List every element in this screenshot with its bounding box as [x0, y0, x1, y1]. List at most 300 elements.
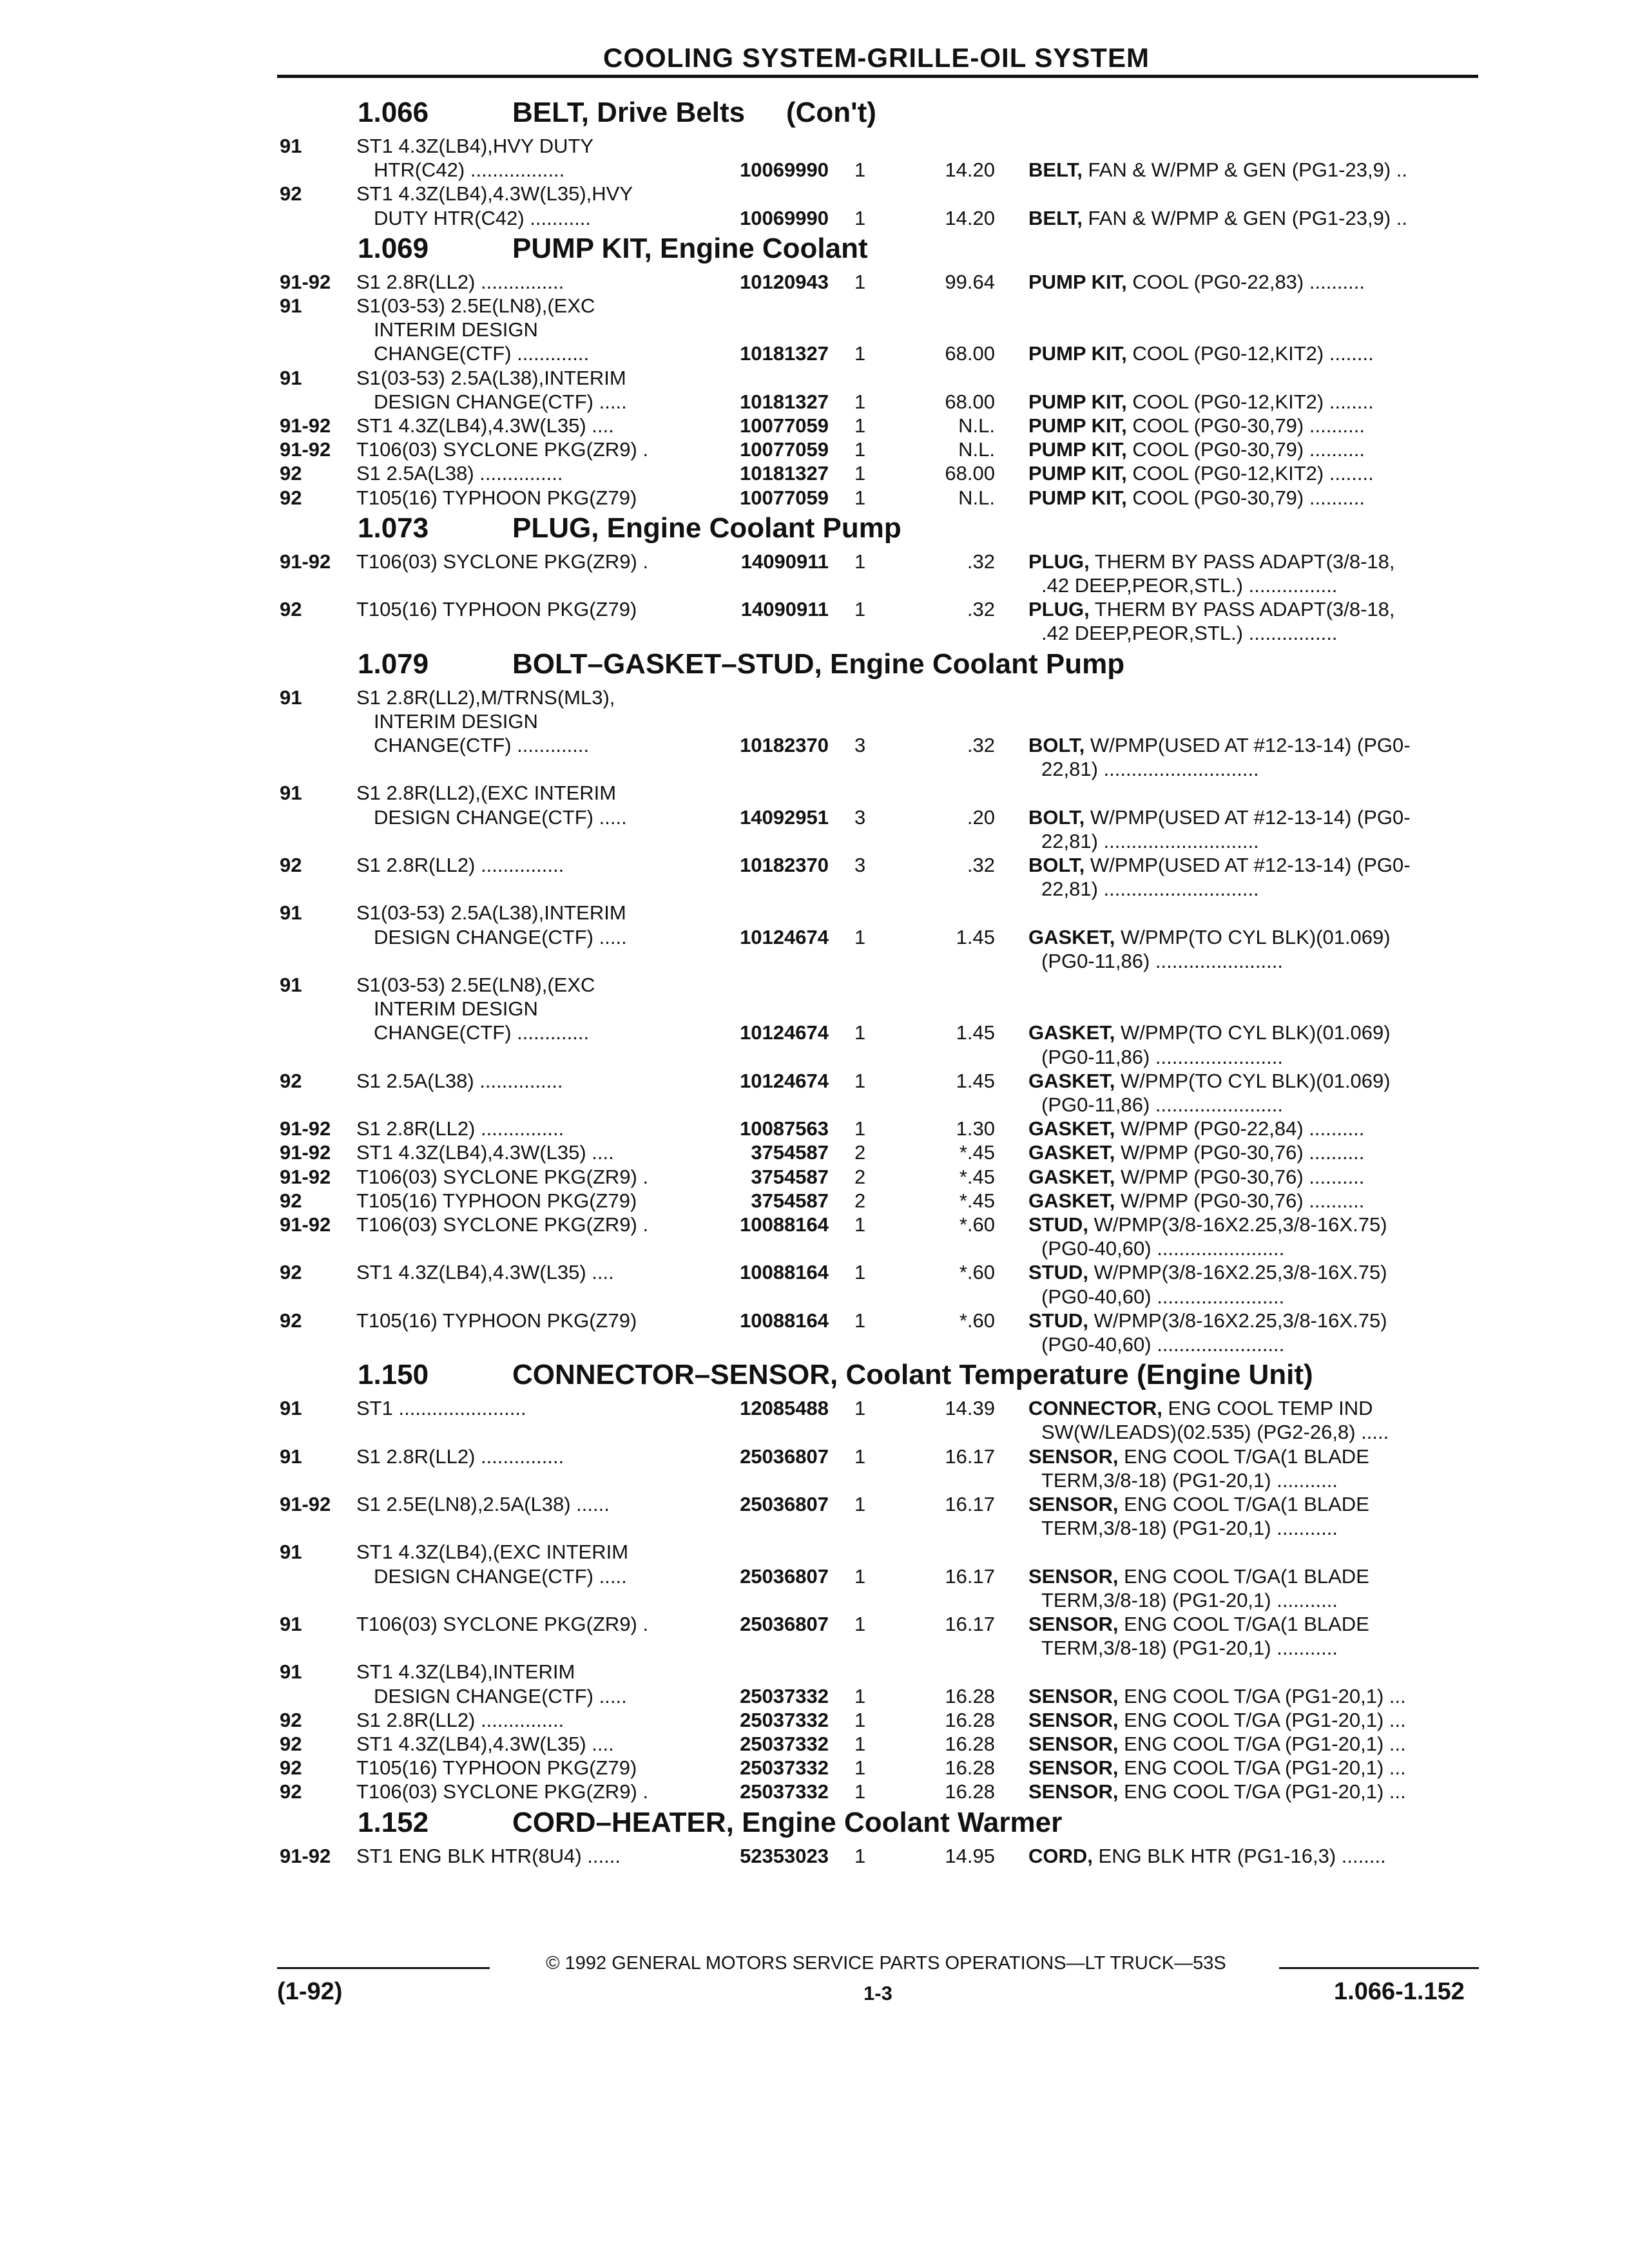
part-description [1028, 1140, 1492, 1164]
price: N.L. [958, 486, 995, 509]
part-description [1028, 437, 1492, 461]
vehicle-application: ST1 4.3Z(LB4),INTERIM [356, 1660, 575, 1684]
table-row [0, 1612, 1629, 1660]
price: N.L. [958, 414, 995, 437]
footer-section-range: 1.066-1.152 [1334, 1978, 1465, 2005]
vehicle-application: ST1 4.3Z(LB4),4.3W(L35) .... [356, 1733, 614, 1755]
vehicle-application: DUTY HTR(C42) ........... [374, 206, 592, 229]
part-name: GASKET, [1028, 1021, 1115, 1044]
part-number: 52353023 [740, 1844, 829, 1867]
vehicle-application: T105(16) TYPHOON PKG(Z79) [356, 1309, 637, 1332]
part-description [1028, 1756, 1492, 1780]
part-description [1028, 486, 1492, 510]
table-row [0, 597, 1629, 645]
vehicle-application: S1 2.5E(LN8),2.5A(L38) ...... [356, 1493, 610, 1515]
part-name: SENSOR, [1028, 1708, 1119, 1731]
part-name: SENSOR, [1028, 1780, 1119, 1803]
part-number: 10181327 [740, 390, 829, 413]
part-description: (PG0-40,60) ....................... [1041, 1237, 1285, 1260]
quantity: 1 [854, 390, 866, 413]
vehicle-application: S1 2.8R(LL2) ............... [356, 1117, 564, 1140]
part-description [1028, 1732, 1492, 1756]
part-description: SW(W/LEADS)(02.535) (PG2-26,8) ..... [1041, 1421, 1389, 1444]
section-number: 1.152 [358, 1806, 429, 1838]
quantity: 1 [854, 414, 866, 437]
part-name: PUMP KIT, [1028, 342, 1127, 365]
vehicle-application: S1 2.5A(L38) ............... [356, 462, 563, 485]
footer-copyright: © 1992 GENERAL MOTORS SERVICE PARTS OPERATIONS—LT TRUCK—53S [546, 1953, 1226, 1974]
price: 16.28 [945, 1684, 995, 1707]
quantity: 1 [854, 486, 866, 509]
vehicle-application: S1(03-53) 2.5E(LN8),(EXC [356, 974, 595, 996]
part-name: STUD, [1028, 1261, 1088, 1284]
part-description [1028, 1844, 1492, 1868]
part-number: 10124674 [740, 1069, 829, 1092]
vehicle-application: INTERIM DESIGN [374, 318, 538, 341]
part-detail: THERM BY PASS ADAPT(3/8-18, [1094, 598, 1395, 621]
quantity: 1 [854, 1708, 866, 1731]
part-description [1028, 1021, 1492, 1044]
part-detail: ENG COOL T/GA (PG1-20,1) ... [1124, 1780, 1406, 1803]
vehicle-application: S1 2.8R(LL2) ............... [356, 1708, 564, 1731]
section-number: 1.073 [358, 512, 429, 544]
model-year: 92 [280, 1733, 302, 1755]
price: *.60 [959, 1309, 995, 1332]
part-number: 3754587 [751, 1165, 829, 1188]
part-description [1028, 1213, 1492, 1236]
section-heading: BELT, Drive Belts [512, 97, 746, 128]
table-row [0, 1732, 1629, 1756]
part-description [1028, 805, 1492, 829]
part-description [1028, 1564, 1492, 1588]
part-number: 25036807 [740, 1493, 829, 1515]
table-row [0, 781, 1629, 853]
vehicle-application: T106(03) SYCLONE PKG(ZR9) . [356, 1780, 649, 1803]
table-row [0, 1069, 1629, 1117]
quantity: 1 [854, 1684, 866, 1707]
section-number: 1.066 [358, 97, 429, 128]
vehicle-application: T105(16) TYPHOON PKG(Z79) [356, 1189, 637, 1212]
part-description [1028, 597, 1492, 621]
vehicle-application: DESIGN CHANGE(CTF) ..... [374, 390, 627, 413]
table-row [0, 1117, 1629, 1140]
part-number: 10077059 [740, 486, 829, 509]
table-row [0, 1540, 1629, 1612]
table-row [0, 1260, 1629, 1308]
part-detail: W/PMP(3/8-16X2.25,3/8-16X.75) [1094, 1261, 1387, 1284]
vehicle-application: ST1 4.3Z(LB4),HVY DUTY [356, 135, 594, 157]
section-heading: BOLT–GASKET–STUD, Engine Coolant Pump [512, 648, 1125, 680]
table-row [0, 1445, 1629, 1492]
part-description [1028, 550, 1492, 573]
vehicle-application: ST1 4.3Z(LB4),4.3W(L35),HVY [356, 182, 633, 206]
part-detail: COOL (PG0-22,83) .......... [1132, 270, 1365, 293]
vehicle-application: S1 2.8R(LL2),M/TRNS(ML3), [356, 686, 615, 709]
model-year: 92 [280, 1780, 302, 1803]
part-detail: W/PMP(3/8-16X2.25,3/8-16X.75) [1094, 1309, 1387, 1332]
footer-rule-right [1279, 1967, 1479, 1969]
model-year: 92 [280, 462, 302, 485]
price: .32 [967, 854, 995, 876]
part-name: BOLT, [1028, 854, 1085, 876]
table-row [0, 414, 1629, 437]
part-name: BOLT, [1028, 733, 1085, 756]
vehicle-application: T106(03) SYCLONE PKG(ZR9) . [356, 550, 649, 573]
price: *.60 [959, 1213, 995, 1236]
quantity: 1 [854, 1445, 866, 1468]
table-row [0, 1165, 1629, 1189]
part-name: PLUG, [1028, 598, 1090, 621]
model-year: 91 [280, 782, 302, 805]
price: 1.45 [956, 1069, 995, 1092]
vehicle-application: DESIGN CHANGE(CTF) ..... [374, 805, 627, 829]
quantity: 1 [854, 1756, 866, 1780]
quantity: 1 [854, 1493, 866, 1515]
part-number: 10182370 [740, 733, 829, 756]
part-description [1028, 1260, 1492, 1284]
table-row [0, 1780, 1629, 1803]
price: *.60 [959, 1261, 995, 1284]
part-number: 25037332 [740, 1780, 829, 1803]
part-name: SENSOR, [1028, 1684, 1119, 1707]
model-year: 91-92 [280, 550, 331, 573]
table-row [0, 1396, 1629, 1444]
part-number: 10124674 [740, 925, 829, 948]
part-description: TERM,3/8-18) (PG1-20,1) ........... [1041, 1588, 1338, 1611]
model-year: 91 [280, 1613, 302, 1635]
part-number: 14092951 [740, 805, 829, 829]
part-name: PLUG, [1028, 550, 1090, 573]
part-detail: W/PMP(3/8-16X2.25,3/8-16X.75) [1094, 1213, 1387, 1236]
quantity: 1 [854, 925, 866, 948]
price: 16.17 [945, 1493, 995, 1515]
vehicle-application: T106(03) SYCLONE PKG(ZR9) . [356, 1613, 649, 1635]
vehicle-application: S1 2.5A(L38) ............... [356, 1069, 563, 1092]
page-title: COOLING SYSTEM-GRILLE-OIL SYSTEM [603, 43, 1150, 73]
table-row [0, 1309, 1629, 1356]
quantity: 1 [854, 598, 866, 621]
model-year: 92 [280, 1189, 302, 1212]
part-description: (PG0-40,60) ....................... [1041, 1332, 1285, 1356]
quantity: 1 [854, 438, 866, 461]
part-number: 10088164 [740, 1309, 829, 1332]
part-name: GASKET, [1028, 1141, 1115, 1164]
part-description: 22,81) ............................ [1041, 758, 1259, 781]
vehicle-application: S1(03-53) 2.5E(LN8),(EXC [356, 294, 595, 317]
table-row [0, 1756, 1629, 1780]
table-row [0, 973, 1629, 1069]
model-year: 91-92 [280, 1493, 331, 1515]
model-year: 91 [280, 1660, 302, 1684]
table-row [0, 1708, 1629, 1732]
part-description: (PG0-11,86) ....................... [1041, 1045, 1283, 1068]
part-detail: FAN & W/PMP & GEN (PG1-23,9) .. [1088, 206, 1407, 229]
part-name: SENSOR, [1028, 1445, 1119, 1468]
quantity: 1 [854, 206, 866, 229]
part-number: 10088164 [740, 1261, 829, 1284]
vehicle-application: S1 2.8R(LL2) ............... [356, 854, 564, 876]
part-number: 10181327 [740, 342, 829, 365]
model-year: 91-92 [280, 414, 331, 437]
part-detail: W/PMP (PG0-30,76) .......... [1120, 1141, 1365, 1164]
part-detail: W/PMP(USED AT #12-13-14) (PG0- [1090, 854, 1411, 876]
vehicle-application: S1 2.8R(LL2) ............... [356, 1445, 564, 1468]
part-number: 25036807 [740, 1613, 829, 1635]
part-number: 10088164 [740, 1213, 829, 1236]
price: .32 [967, 598, 995, 621]
price: 16.17 [945, 1613, 995, 1635]
price: 16.28 [945, 1780, 995, 1803]
part-description [1028, 206, 1492, 230]
quantity: 1 [854, 1397, 866, 1420]
part-description [1028, 341, 1492, 365]
part-number: 25037332 [740, 1684, 829, 1707]
quantity: 1 [854, 1309, 866, 1332]
price: 16.17 [945, 1445, 995, 1468]
table-row [0, 853, 1629, 901]
part-number: 25036807 [740, 1445, 829, 1468]
part-description [1028, 1189, 1492, 1213]
section-continued-label: (Con't) [786, 97, 876, 128]
model-year: 92 [280, 598, 302, 621]
model-year: 91 [280, 901, 302, 925]
vehicle-application: S1 2.8R(LL2),(EXC INTERIM [356, 782, 617, 805]
part-description [1028, 1165, 1492, 1189]
section-number: 1.150 [358, 1359, 429, 1391]
model-year: 92 [280, 486, 302, 509]
part-detail: COOL (PG0-12,KIT2) ........ [1132, 342, 1374, 365]
part-number: 12085488 [740, 1397, 829, 1420]
table-row [0, 1660, 1629, 1707]
quantity: 2 [854, 1141, 866, 1164]
price: *.45 [959, 1165, 995, 1188]
part-detail: W/PMP(TO CYL BLK)(01.069) [1120, 925, 1391, 948]
vehicle-application: S1(03-53) 2.5A(L38),INTERIM [356, 901, 626, 925]
part-number: 25036807 [740, 1564, 829, 1588]
part-detail: COOL (PG0-30,79) .......... [1132, 486, 1365, 509]
part-name: GASKET, [1028, 1069, 1115, 1092]
table-row [0, 901, 1629, 973]
vehicle-application: T106(03) SYCLONE PKG(ZR9) . [356, 438, 649, 461]
model-year: 92 [280, 1069, 302, 1092]
table-row [0, 550, 1629, 597]
price: 16.28 [945, 1708, 995, 1731]
part-detail: W/PMP (PG0-22,84) .......... [1120, 1117, 1365, 1140]
part-detail: W/PMP(USED AT #12-13-14) (PG0- [1090, 805, 1411, 829]
vehicle-application: DESIGN CHANGE(CTF) ..... [374, 925, 627, 948]
part-name: PUMP KIT, [1028, 414, 1127, 437]
vehicle-application: ST1 4.3Z(LB4),4.3W(L35) .... [356, 414, 614, 437]
model-year: 92 [280, 1756, 302, 1780]
vehicle-application: T106(03) SYCLONE PKG(ZR9) . [356, 1165, 649, 1188]
part-detail: THERM BY PASS ADAPT(3/8-18, [1094, 550, 1395, 573]
quantity: 1 [854, 342, 866, 365]
part-number: 10120943 [740, 270, 829, 293]
part-name: BOLT, [1028, 805, 1085, 829]
quantity: 1 [854, 270, 866, 293]
part-name: GASKET, [1028, 1165, 1115, 1188]
part-number: 10069990 [740, 159, 829, 182]
part-description [1028, 733, 1492, 757]
part-number: 3754587 [751, 1141, 829, 1164]
table-row [0, 366, 1629, 414]
quantity: 1 [854, 550, 866, 573]
part-description: (PG0-11,86) ....................... [1041, 949, 1283, 972]
part-description [1028, 1069, 1492, 1093]
price: 68.00 [945, 342, 995, 365]
quantity: 3 [854, 854, 866, 876]
vehicle-application: ST1 ENG BLK HTR(8U4) ...... [356, 1844, 621, 1867]
part-number: 10124674 [740, 1021, 829, 1044]
price: 99.64 [945, 270, 995, 293]
section-heading: PUMP KIT, Engine Coolant [512, 232, 868, 264]
part-number: 14090911 [740, 598, 829, 621]
price: 1.45 [956, 925, 995, 948]
vehicle-application: T105(16) TYPHOON PKG(Z79) [356, 598, 637, 621]
vehicle-application: INTERIM DESIGN [374, 709, 538, 733]
part-name: SENSOR, [1028, 1613, 1119, 1635]
vehicle-application: S1(03-53) 2.5A(L38),INTERIM [356, 366, 626, 389]
part-detail: ENG COOL TEMP IND [1168, 1397, 1373, 1420]
part-detail: ENG COOL T/GA (PG1-20,1) ... [1124, 1708, 1406, 1731]
part-detail: ENG COOL T/GA(1 BLADE [1124, 1493, 1369, 1515]
table-row [0, 486, 1629, 510]
part-description: (PG0-40,60) ....................... [1041, 1285, 1285, 1308]
part-detail: COOL (PG0-12,KIT2) ........ [1132, 462, 1374, 485]
part-detail: W/PMP (PG0-30,76) .......... [1120, 1165, 1365, 1188]
model-year: 91 [280, 366, 302, 389]
price: 16.17 [945, 1564, 995, 1588]
price: 16.28 [945, 1733, 995, 1755]
vehicle-application: DESIGN CHANGE(CTF) ..... [374, 1564, 627, 1588]
model-year: 91-92 [280, 270, 331, 293]
footer-rule-left [277, 1967, 490, 1969]
table-row [0, 294, 1629, 366]
part-description [1028, 390, 1492, 414]
part-description [1028, 1780, 1492, 1803]
footer-date: (1-92) [277, 1978, 343, 2005]
part-number: 10182370 [740, 854, 829, 876]
part-name: STUD, [1028, 1309, 1088, 1332]
model-year: 91 [280, 1445, 302, 1468]
part-number: 10069990 [740, 206, 829, 229]
vehicle-application: CHANGE(CTF) ............. [374, 733, 590, 756]
part-detail: ENG COOL T/GA (PG1-20,1) ... [1124, 1733, 1406, 1755]
part-description [1028, 1492, 1492, 1516]
vehicle-application: S1 2.8R(LL2) ............... [356, 270, 564, 293]
model-year: 92 [280, 1309, 302, 1332]
part-description: .42 DEEP,PEOR,STL.) ................ [1041, 573, 1338, 597]
part-name: STUD, [1028, 1213, 1088, 1236]
part-detail: ENG COOL T/GA (PG1-20,1) ... [1124, 1756, 1406, 1780]
price: 1.30 [956, 1117, 995, 1140]
part-description [1028, 1708, 1492, 1732]
part-detail: FAN & W/PMP & GEN (PG1-23,9) .. [1088, 159, 1407, 182]
section-heading: CONNECTOR–SENSOR, Coolant Temperature (Engine Unit) [512, 1359, 1313, 1391]
table-row [0, 686, 1629, 782]
model-year: 92 [280, 854, 302, 876]
part-name: SENSOR, [1028, 1493, 1119, 1515]
vehicle-application: ST1 4.3Z(LB4),4.3W(L35) .... [356, 1261, 614, 1284]
model-year: 91 [280, 974, 302, 996]
part-number: 14090911 [740, 550, 829, 573]
part-name: CORD, [1028, 1844, 1093, 1867]
price: 16.28 [945, 1756, 995, 1780]
part-name: PUMP KIT, [1028, 270, 1127, 293]
model-year: 91 [280, 294, 302, 317]
part-description [1028, 1117, 1492, 1140]
table-row [0, 270, 1629, 294]
part-name: SENSOR, [1028, 1564, 1119, 1588]
model-year: 91 [280, 1541, 302, 1564]
model-year: 92 [280, 182, 302, 206]
price: 14.20 [945, 159, 995, 182]
price: 68.00 [945, 462, 995, 485]
table-row [0, 1492, 1629, 1540]
part-detail: ENG COOL T/GA(1 BLADE [1124, 1445, 1369, 1468]
quantity: 1 [854, 462, 866, 485]
quantity: 1 [854, 1261, 866, 1284]
quantity: 1 [854, 1069, 866, 1092]
part-number: 10077059 [740, 438, 829, 461]
vehicle-application: ST1 4.3Z(LB4),4.3W(L35) .... [356, 1141, 614, 1164]
table-row [0, 1844, 1629, 1868]
part-name: GASKET, [1028, 925, 1115, 948]
part-description: TERM,3/8-18) (PG1-20,1) ........... [1041, 1517, 1338, 1540]
model-year: 91 [280, 686, 302, 709]
part-detail: W/PMP(USED AT #12-13-14) (PG0- [1090, 733, 1411, 756]
quantity: 1 [854, 1117, 866, 1140]
footer-page-number: 1-3 [863, 1982, 892, 2004]
price: .32 [967, 733, 995, 756]
price: *.45 [959, 1141, 995, 1164]
part-description [1028, 1684, 1492, 1708]
quantity: 1 [854, 159, 866, 182]
vehicle-application: ST1 4.3Z(LB4),(EXC INTERIM [356, 1541, 629, 1564]
part-description: 22,81) ............................ [1041, 829, 1259, 852]
part-detail: COOL (PG0-30,79) .......... [1132, 438, 1365, 461]
part-description [1028, 414, 1492, 437]
part-description [1028, 1309, 1492, 1332]
price: N.L. [958, 438, 995, 461]
model-year: 91 [280, 135, 302, 157]
vehicle-application: T105(16) TYPHOON PKG(Z79) [356, 1756, 637, 1780]
model-year: 91-92 [280, 1165, 331, 1188]
quantity: 2 [854, 1189, 866, 1212]
part-description: 22,81) ............................ [1041, 878, 1259, 901]
part-name: PUMP KIT, [1028, 438, 1127, 461]
part-detail: W/PMP(TO CYL BLK)(01.069) [1120, 1069, 1391, 1092]
part-name: PUMP KIT, [1028, 390, 1127, 413]
model-year: 92 [280, 1708, 302, 1731]
part-description [1028, 853, 1492, 877]
part-number: 10181327 [740, 462, 829, 485]
part-description [1028, 270, 1492, 294]
part-number: 25037332 [740, 1733, 829, 1755]
quantity: 1 [854, 1213, 866, 1236]
section-heading: PLUG, Engine Coolant Pump [512, 512, 901, 544]
model-year: 91-92 [280, 438, 331, 461]
part-name: BELT, [1028, 159, 1083, 182]
part-number: 10087563 [740, 1117, 829, 1140]
quantity: 3 [854, 805, 866, 829]
part-detail: W/PMP (PG0-30,76) .......... [1120, 1189, 1365, 1212]
part-number: 25037332 [740, 1756, 829, 1780]
part-name: BELT, [1028, 206, 1083, 229]
vehicle-application: CHANGE(CTF) ............. [374, 342, 590, 365]
price: .32 [967, 550, 995, 573]
table-row [0, 1189, 1629, 1213]
